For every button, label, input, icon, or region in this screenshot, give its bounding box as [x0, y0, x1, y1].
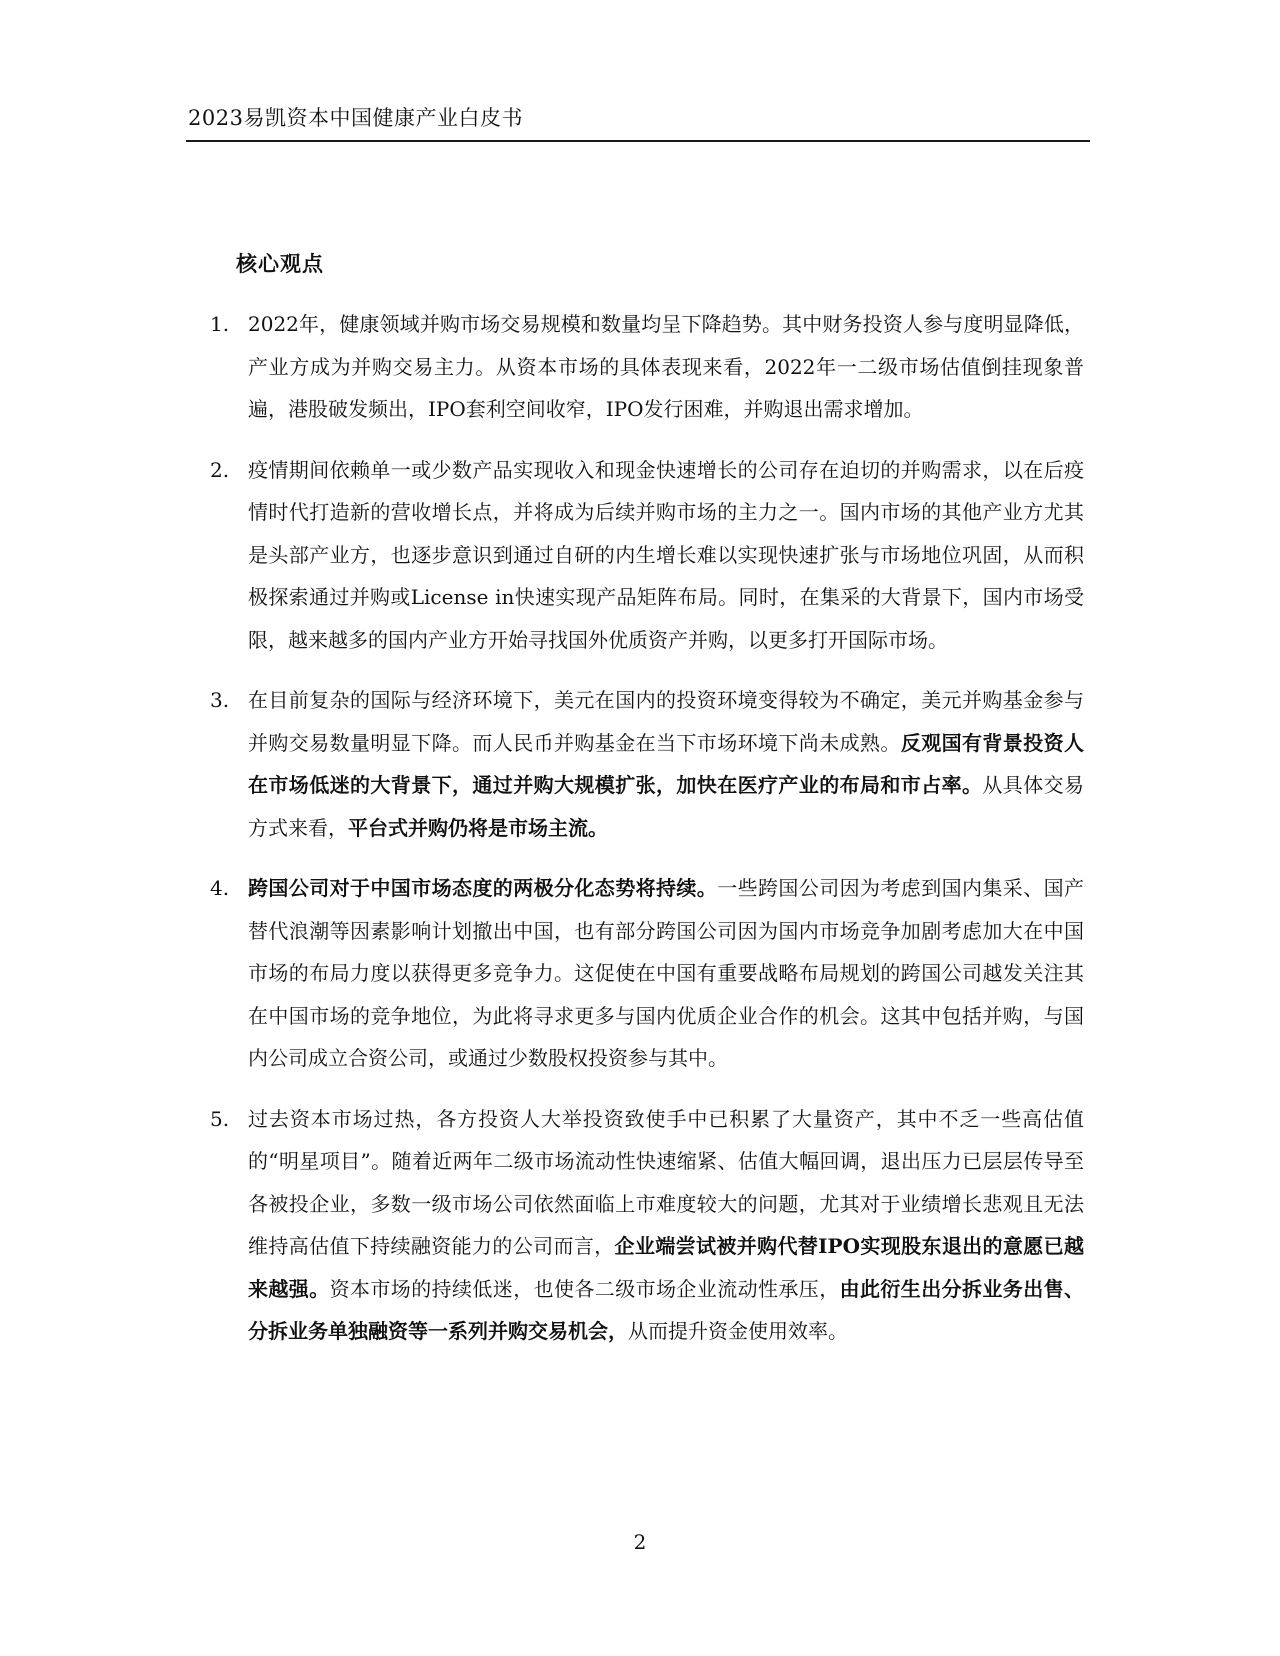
- item-text: [248, 688, 1084, 840]
- item-number: 2.: [210, 457, 230, 482]
- bold-text-segment: 跨国公司对于中国市场态度的两极分化态势将持续。: [248, 876, 718, 900]
- text-segment: 2022年，健康领域并购市场交易规模和数量均呈下降趋势。其中财务投资人参与度明显降低，产业方成为并购交易主力。从资本市场的具体表现来看，2022年一二级市场估值倒挂现象普遍，港股破发频出，IPO套利空间收窄，IPO发行困难，并购退出需求增加。: [248, 312, 1084, 421]
- text-segment: 从而提升资金使用效率。: [628, 1319, 848, 1343]
- page-number: 2: [633, 1530, 647, 1554]
- text-segment: 疫情期间依赖单一或少数产品实现收入和现金快速增长的公司存在迫切的并购需求，以在后疫情时代打造新的营收增长点，并将成为后续并购市场的主力之一。国内市场的其他产业方尤其是头部产业方，也逐步意识到通过自研的内生增长难以实现快速扩张与市场地位巩固，从而积极探索通过并购或License in快速实现产品矩阵布局。同时，在集采的大背景下，国内市场受限，越来越多的国内产业方开始寻找国外优质资产并购，以更多打开国际市场。: [248, 457, 1084, 652]
- section-title: 核心观点: [236, 251, 324, 276]
- item-text: [248, 312, 1084, 421]
- list-item: [210, 1098, 1084, 1353]
- item-number: 3.: [210, 688, 230, 712]
- item-text: [248, 458, 1084, 652]
- bold-text-segment: 平台式并购仍将是市场主流。: [348, 815, 608, 840]
- item-text: [248, 876, 1084, 1070]
- bold-text-segment: 反观国有背景投资人在市场低迷的大背景下，通过并购大规模扩张，加快在医疗产业的布局和市占率。: [248, 730, 1085, 797]
- item-number: 1.: [210, 312, 230, 336]
- key-points-list: [210, 303, 1084, 1371]
- text-segment: 从具体交易方式来看，: [248, 773, 1085, 840]
- text-segment: 在目前复杂的国际与经济环境下，美元在国内的投资环境变得较为不确定，美元并购基金参与并购交易数量明显下降。而人民币并购基金在当下市场环境下尚未成熟。: [248, 688, 1084, 755]
- page-header: [186, 104, 1090, 142]
- item-text: [248, 1107, 1084, 1344]
- list-item: [210, 679, 1084, 849]
- item-number: 4.: [210, 876, 230, 900]
- item-number: 5.: [210, 1106, 230, 1131]
- list-item: [210, 303, 1084, 431]
- text-segment: 资本市场的持续低迷，也使各二级市场企业流动性承压，: [329, 1276, 840, 1301]
- document-title: 2023易凯资本中国健康产业白皮书: [188, 106, 523, 130]
- text-segment: 一些跨国公司因为考虑到国内集采、国产替代浪潮等因素影响计划撤出中国，也有部分跨国公司因为国内市场竞争加剧考虑加大在中国市场的布局力度以获得更多竞争力。这促使在中国有重要战略布局规划的跨国公司越发关注其在中国市场的竞争地位，为此将寻求更多与国内优质企业合作的机会。这其中包括并购，与国内公司成立合资公司，或通过少数股权投资参与其中。: [248, 876, 1085, 1070]
- bold-text-segment: 企业端尝试被并购代替IPO实现股东退出的意愿已越来越强。: [248, 1234, 1084, 1301]
- text-segment: 过去资本市场过热，各方投资人大举投资致使手中已积累了大量资产，其中不乏一些高估值的“明星项目”。随着近两年二级市场流动性快速缩紧、估值大幅回调，退出压力已层层传导至各被投企业，多数一级市场公司依然面临上市难度较大的问题，尤其对于业绩增长悲观且无法维持高估值下持续融资能力的公司而言，: [248, 1106, 1084, 1258]
- list-item: [210, 449, 1084, 662]
- list-item: [210, 867, 1084, 1080]
- bold-text-segment: 由此衍生出分拆业务出售、分拆业务单独融资等一系列并购交易机会，: [248, 1276, 1085, 1343]
